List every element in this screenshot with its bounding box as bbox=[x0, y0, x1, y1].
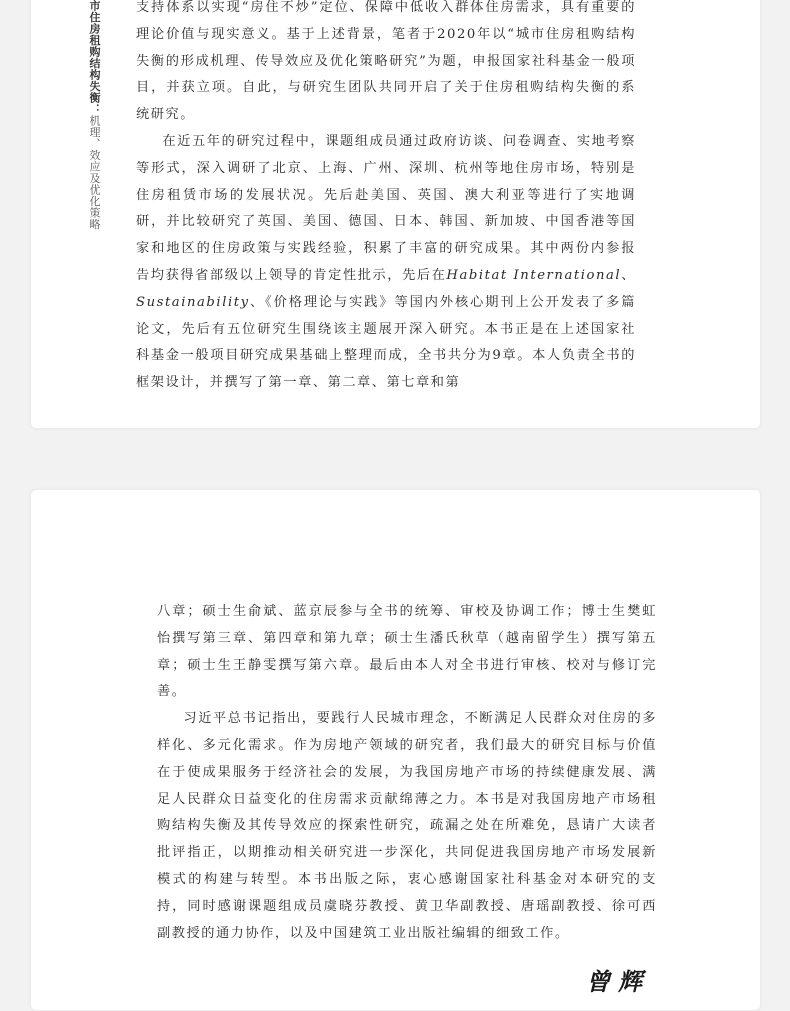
paragraph-text: 在近五年的研究过程中，课题组成员通过政府访谈、问卷调查、实地考察等形式，深入调研了北京、上海、广州、深圳、杭州等地住房市场，特别是住房租赁市场的发展状况。先后赴美国、英国、澳大利亚等进行了实地调研，并比较研究了英国、美国、德国、日本、韩国、新加坡、中国香港等国家和地区的住房政策与实践经验，积累了丰富的研究成果。其中两份内参报告均获得省部级以上领导的肯定性批示，先后在 bbox=[136, 133, 636, 283]
paragraph: 八章；硕士生俞斌、蓝京辰参与全书的统筹、审校及协调工作；博士生樊虹怡撰写第三章、第四章和第九章；硕士生潘氏秋草（越南留学生）撰写第五章；硕士生王静雯撰写第六章。最后由本人对全书进行审核、校对与修订完善。 bbox=[157, 604, 657, 700]
paragraph: 支持体系以实现“房住不炒”定位、保障中低收入群体住房需求，具有重要的理论价值与现实意义。基于上述背景，笔者于2020年以“城市住房租购结构失衡的形成机理、传导效应及优化策略研究”为题，申报国家社科基金一般项目，并获立项。自此，与研究生团队共同开启了关于住房租购结构失衡的系统研究。 bbox=[136, 0, 636, 123]
running-title-main: 市住房租购结构失衡： bbox=[88, 0, 101, 115]
paragraph: 习近平总书记指出，要践行人民城市理念，不断满足人民群众对住房的多样化、多元化需求。作为房地产领域的研究者，我们最大的研究目标与价值在于使成果服务于经济社会的发展，为我国房地产市场的持续健康发展、满足人民群众日益变化的住房需求贡献绵薄之力。本书是对我国房地产市场租购结构失衡及其传导效应的探索性研究，疏漏之处在所难免，恳请广大读者批评指正，以期推动相关研究进一步深化，共同促进我国房地产市场发展新模式的构建与转型。本书出版之际，衷心感谢国家社科基金对本研究的支持，同时感谢课题组成员虞晓芬教授、黄卫华副教授、唐瑶副教授、徐可西副教授的通力协作，以及中国建筑工业出版社编辑的细致工作。 bbox=[157, 711, 657, 941]
journal-name: Sustainability bbox=[136, 294, 250, 310]
paragraph bbox=[136, 129, 636, 397]
running-title bbox=[86, 0, 102, 230]
page-2-body bbox=[157, 599, 657, 947]
separator: 、 bbox=[621, 267, 636, 283]
paragraph-text: 、《价格理论与实践》等国内外核心期刊上公开发表了多篇论文，先后有五位研究生围绕该主题展开深入研究。本书正是在上述国家社科基金一般项目研究成果基础上整理而成，全书共分为9章。本人负责全书的框架设计，并撰写了第一章、第二章、第七章和第 bbox=[136, 294, 636, 391]
author-signature: 曾辉 bbox=[586, 967, 650, 996]
page-1-body bbox=[136, 0, 636, 397]
journal-name: Habitat International bbox=[446, 267, 622, 283]
running-title-sub: 机理、效应及优化策略 bbox=[88, 115, 101, 230]
